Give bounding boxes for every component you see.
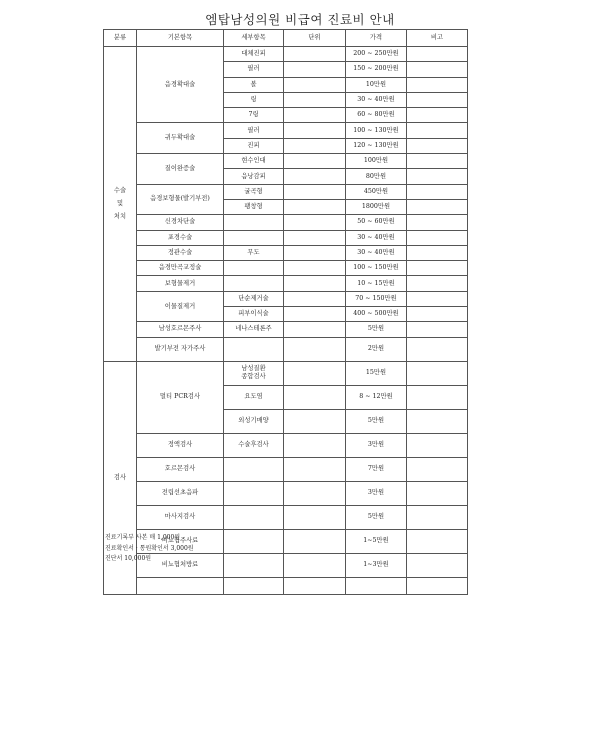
table-row bbox=[104, 230, 468, 245]
detail-item: 필러 bbox=[224, 123, 284, 138]
price-cell: 3만원 bbox=[346, 433, 407, 457]
base-item: 음경확대술 bbox=[137, 47, 224, 123]
price-cell: 8 ~ 12만원 bbox=[346, 385, 407, 409]
detail-item: 네나스테론주 bbox=[224, 322, 284, 337]
price-cell: 1~3만원 bbox=[346, 553, 407, 577]
table-row bbox=[104, 322, 468, 337]
price-cell: 150 ~ 200만원 bbox=[346, 62, 407, 77]
base-item: 질이완증술 bbox=[137, 154, 224, 185]
base-item: 보형물제거 bbox=[137, 276, 224, 291]
detail-item bbox=[224, 337, 284, 361]
fee-table bbox=[103, 29, 468, 595]
table-row bbox=[104, 215, 468, 230]
base-item: 마사지검사 bbox=[137, 505, 224, 529]
table-row bbox=[104, 47, 468, 62]
price-cell: 100 ~ 150만원 bbox=[346, 261, 407, 276]
detail-item bbox=[224, 457, 284, 481]
detail-item bbox=[224, 553, 284, 577]
price-cell: 100만원 bbox=[346, 154, 407, 169]
detail-item: 현수인대 bbox=[224, 154, 284, 169]
header-category: 분류 bbox=[104, 30, 137, 47]
price-cell: 1~5만원 bbox=[346, 529, 407, 553]
detail-item bbox=[224, 215, 284, 230]
category-surgery: 수술 및 처치 bbox=[104, 47, 137, 362]
base-item: 비뇨협처방료 bbox=[137, 553, 224, 577]
header-unit: 단위 bbox=[284, 30, 346, 47]
note-line: 진료기록부 사본 매 1,000원 bbox=[105, 534, 181, 541]
price-cell: 1800만원 bbox=[346, 199, 407, 214]
base-item: 남성호르몬주사 bbox=[137, 322, 224, 337]
category-exam: 검사 bbox=[104, 361, 137, 594]
detail-item bbox=[224, 261, 284, 276]
table-row bbox=[104, 184, 468, 199]
detail-item: 링 bbox=[224, 92, 284, 107]
price-cell: 50 ~ 60만원 bbox=[346, 215, 407, 230]
page-title: 엠탑남성의원 비급여 진료비 안내 bbox=[205, 12, 395, 27]
price-cell: 5만원 bbox=[346, 505, 407, 529]
base-item: 정관수술 bbox=[137, 245, 224, 260]
unit-cell bbox=[284, 47, 346, 62]
price-cell: 15만원 bbox=[346, 361, 407, 385]
detail-item: 요도염 bbox=[224, 385, 284, 409]
header-base-item: 기본항목 bbox=[137, 30, 224, 47]
price-cell: 70 ~ 150만원 bbox=[346, 291, 407, 306]
price-cell: 80만원 bbox=[346, 169, 407, 184]
price-cell: 7만원 bbox=[346, 457, 407, 481]
detail-item bbox=[224, 529, 284, 553]
base-item: 전립선초음파 bbox=[137, 481, 224, 505]
detail-item: 필러 bbox=[224, 62, 284, 77]
price-cell: 450만원 bbox=[346, 184, 407, 199]
table-row bbox=[104, 123, 468, 138]
base-item: 이물질제거 bbox=[137, 291, 224, 322]
base-item bbox=[137, 577, 224, 594]
detail-item: 무도 bbox=[224, 245, 284, 260]
detail-item: 단순제거술 bbox=[224, 291, 284, 306]
note-cell bbox=[407, 47, 468, 62]
price-cell: 200 ~ 250만원 bbox=[346, 47, 407, 62]
base-item: 음경만곡교정술 bbox=[137, 261, 224, 276]
price-cell: 5만원 bbox=[346, 409, 407, 433]
detail-item: 음낭감피 bbox=[224, 169, 284, 184]
detail-item: 수술후검사 bbox=[224, 433, 284, 457]
detail-item: 대체진피 bbox=[224, 47, 284, 62]
detail-item: 남성질환 종합검사 bbox=[224, 361, 284, 385]
price-cell: 60 ~ 80만원 bbox=[346, 108, 407, 123]
note-line: 진단서 10,000원 bbox=[105, 555, 152, 562]
price-cell: 100 ~ 130만원 bbox=[346, 123, 407, 138]
header-price: 가격 bbox=[346, 30, 407, 47]
fee-notes bbox=[105, 533, 194, 565]
note-line: 진료확인서 · 통원확인서 3,000원 bbox=[105, 544, 194, 552]
price-cell: 10만원 bbox=[346, 77, 407, 92]
detail-item bbox=[224, 230, 284, 245]
price-cell: 10 ~ 15만원 bbox=[346, 276, 407, 291]
base-item: 귀두확대술 bbox=[137, 123, 224, 154]
price-cell: 5만원 bbox=[346, 322, 407, 337]
header-note: 비고 bbox=[407, 30, 468, 47]
table-row bbox=[104, 481, 468, 505]
price-cell: 30 ~ 40만원 bbox=[346, 92, 407, 107]
table-row bbox=[104, 245, 468, 260]
detail-item bbox=[224, 577, 284, 594]
table-row bbox=[104, 361, 468, 385]
table-row bbox=[104, 276, 468, 291]
detail-item bbox=[224, 505, 284, 529]
table-row bbox=[104, 261, 468, 276]
header-detail-item: 세부항목 bbox=[224, 30, 284, 47]
detail-item: 진피 bbox=[224, 138, 284, 153]
base-item: 멀티 PCR검사 bbox=[137, 361, 224, 433]
price-cell: 400 ~ 500만원 bbox=[346, 307, 407, 322]
price-cell: 3만원 bbox=[346, 481, 407, 505]
table-row bbox=[104, 457, 468, 481]
table-row bbox=[104, 505, 468, 529]
table-row bbox=[104, 337, 468, 361]
base-item: 음경보형물(발기부전) bbox=[137, 184, 224, 215]
base-item: 신경차단술 bbox=[137, 215, 224, 230]
price-cell: 120 ~ 130만원 bbox=[346, 138, 407, 153]
table-row bbox=[104, 577, 468, 594]
price-cell: 2만원 bbox=[346, 337, 407, 361]
table-row bbox=[104, 154, 468, 169]
detail-item: 팽창형 bbox=[224, 199, 284, 214]
base-item: 정액검사 bbox=[137, 433, 224, 457]
price-cell: 30 ~ 40만원 bbox=[346, 245, 407, 260]
base-item: 비뇨협주사료 bbox=[137, 529, 224, 553]
detail-item: 볼 bbox=[224, 77, 284, 92]
table-row bbox=[104, 433, 468, 457]
detail-item: 외성기매양 bbox=[224, 409, 284, 433]
detail-item bbox=[224, 276, 284, 291]
base-item: 호르몬검사 bbox=[137, 457, 224, 481]
detail-item: 굴곡형 bbox=[224, 184, 284, 199]
table-row bbox=[104, 291, 468, 306]
price-cell: 30 ~ 40만원 bbox=[346, 230, 407, 245]
base-item: 포경수술 bbox=[137, 230, 224, 245]
detail-item bbox=[224, 481, 284, 505]
detail-item: 피부이식술 bbox=[224, 307, 284, 322]
base-item: 발기부전 자가주사 bbox=[137, 337, 224, 361]
header-row bbox=[104, 30, 468, 47]
detail-item: 7링 bbox=[224, 108, 284, 123]
